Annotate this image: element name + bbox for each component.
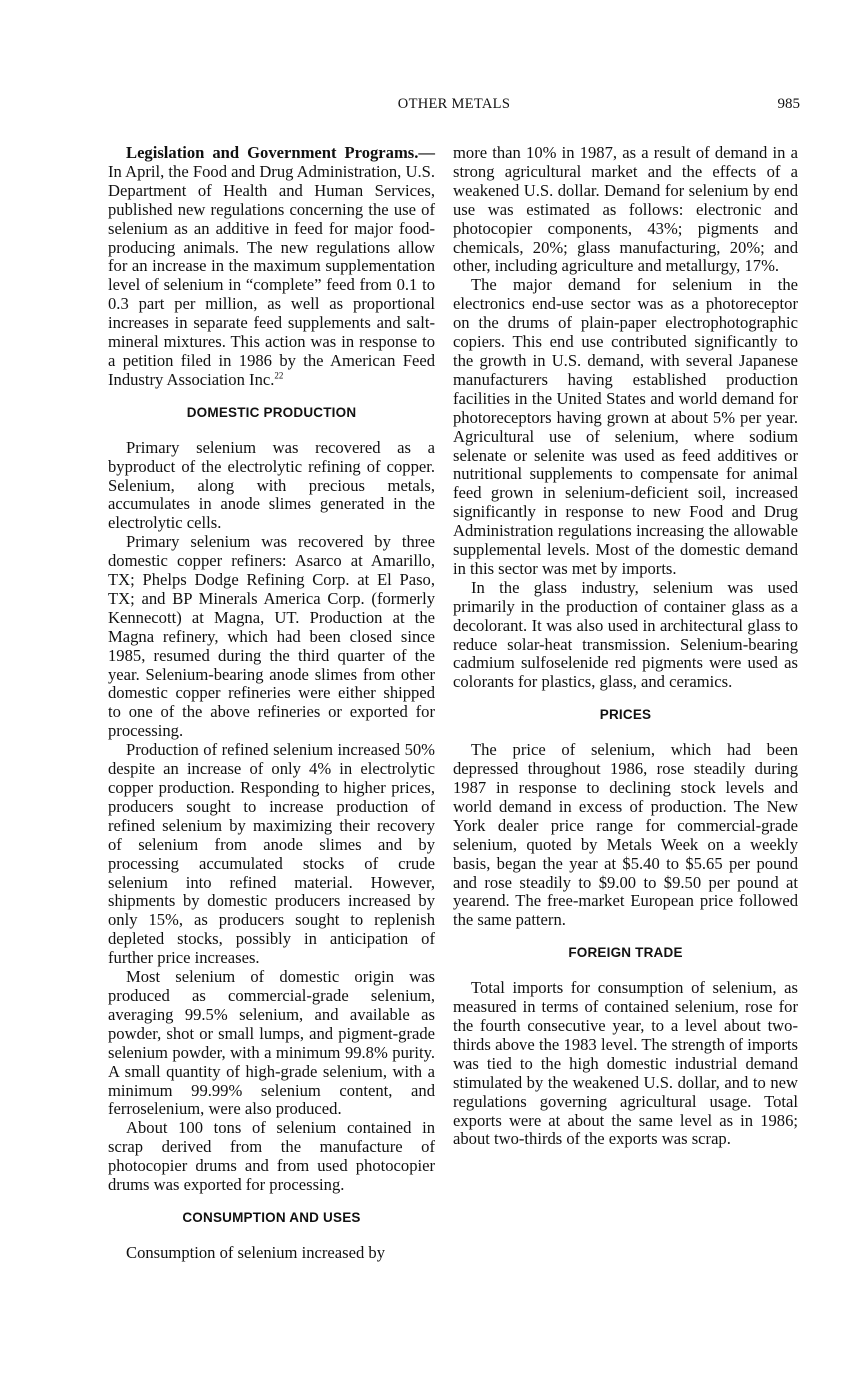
paragraph: Primary selenium was recovered by three domestic copper refiners: Asarco at Amarillo, TX; Phelps Dodge Refining Corp. at El Paso, TX; and BP Minerals America Corp. (formerly Kennecott) at Magna, UT. Production at the Magna refinery, which had been closed since 1985, resumed during the third quarter of the year. Selenium-bearing anode slimes from other domestic copper refineries were either shipped to one of the above refineries or exported for processing.	[108, 532, 435, 741]
right-column	[453, 144, 798, 1149]
running-title: OTHER METALS	[397, 96, 511, 112]
paragraph-continued: more than 10% in 1987, as a result of demand in a strong agricultural market and the effects of a weakened U.S. dollar. Demand for selenium by end use was estimated as follows: electronic and photocopier components, 43%; pigments and chemicals, 20%; glass manufacturing, 20%; and other, including agriculture and metallurgy, 17%.	[453, 143, 798, 276]
page-number: 985	[777, 96, 800, 112]
section-heading-domestic-production: DOMESTIC PRODUCTION	[186, 404, 357, 420]
paragraph: Most selenium of domestic origin was produced as commercial-grade selenium, averaging 99.5% selenium, and available as powder, shot or small lumps, and pigment-grade selenium powder, with a minimum 99.8% purity. A small quantity of high-grade selenium, with a minimum 99.99% selenium content, and ferroselenium, were also produced.	[108, 967, 435, 1119]
legislation-heading: Legislation and Government Programs.—	[126, 143, 435, 162]
left-column	[108, 144, 435, 1263]
page-header	[108, 96, 800, 118]
section-heading-consumption: CONSUMPTION AND USES	[182, 1209, 361, 1225]
section-heading-foreign-trade: FOREIGN TRADE	[568, 945, 683, 961]
paragraph: Production of refined selenium increased 50% despite an increase of only 4% in electrolytic copper production. Responding to higher prices, producers sought to increase production of refined selenium by maximizing their recovery of selenium from anode slimes and by processing accumulated stocks of crude selenium into refined material. However, shipments by domestic producers increased by only 15%, as producers sought to replenish depleted stocks, possibly in anticipation of further price increases.	[108, 740, 435, 968]
legislation-paragraph	[108, 144, 435, 390]
paragraph: In the glass industry, selenium was used primarily in the production of container glass as a decolorant. It was also used in architectural glass to reduce solar-heat transmission. Selenium-bearing cadmium sulfoselenide red pigments were used as colorants for plastics, glass, and ceramics.	[453, 577, 798, 692]
paragraph: Total imports for consumption of selenium, as measured in terms of contained selenium, rose for the fourth consecutive year, to a level about two-thirds above the 1983 level. The strength of imports was tied to the high domestic industrial demand stimulated by the weakened U.S. dollar, and to new regulations governing agricultural usage. Total exports were at about the same level as in 1986; about two-thirds of the exports was scrap.	[453, 978, 798, 1149]
legislation-text: In April, the Food and Drug Administration, U.S. Department of Health and Human Services, published new regulations concerning the use of selenium as an additive in feed for major food-producing animals. The new regulations allow for an increase in the maximum supplementation level of selenium in “complete” feed from 0.1 to 0.3 part per million, as well as proportional increases in separate feed supplements and salt-mineral mixtures. This action was in response to a petition filed in 1986 by the American Feed Industry Association Inc.	[108, 161, 435, 389]
section-heading-prices: PRICES	[599, 707, 652, 723]
paragraph: Consumption of selenium increased by	[126, 1242, 386, 1262]
paragraph: The major demand for selenium in the electronics end-use sector was as a photoreceptor on the drums of plain-paper electrophotographic copiers. This end use contributed significantly to the growth in U.S. demand, with several Japanese manufacturers having established production facilities in the United States and world demand for photoreceptors having grown at about 5% per year. Agricultural use of selenium, where sodium selenate or selenite was used as feed additives or nutritional supplements to compensate for animal feed grown in selenium-deficient soil, increased significantly in response to new Food and Drug Administration regulations increasing the allowable supplemental levels. Most of the domestic demand in this sector was met by imports.	[453, 275, 798, 578]
paragraph: Primary selenium was recovered as a byproduct of the electrolytic refining of copper. Selenium, along with precious metals, accumulates in anode slimes generated in the electrolytic cells.	[108, 437, 435, 533]
paragraph: About 100 tons of selenium contained in scrap derived from the manufacture of photocopier drums and from used photocopier drums was exported for processing.	[108, 1118, 435, 1195]
paragraph: The price of selenium, which had been depressed throughout 1986, rose steadily during 1987 in response to declining stock levels and world demand in excess of production. The New York dealer price range for commercial-grade selenium, quoted by Metals Week on a weekly basis, began the year at $5.40 to $5.65 per pound and rose steadily to $9.00 to $9.50 per pound at yearend. The free-market European price followed the same pattern.	[453, 740, 798, 930]
footnote-reference: 22	[274, 370, 284, 381]
